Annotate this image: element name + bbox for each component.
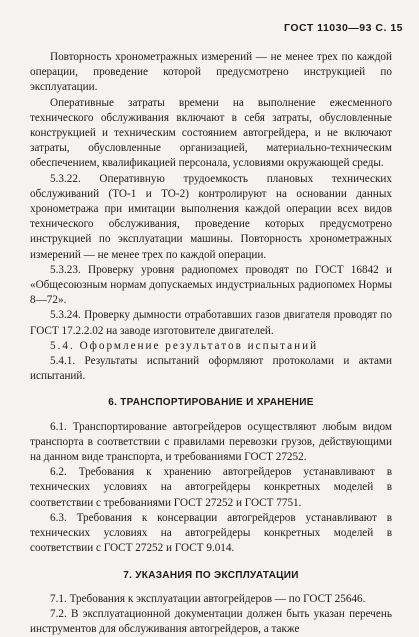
subsection-heading-5-4: 5.4. Оформление результатов испытаний	[50, 339, 319, 352]
paragraph-7-1: 7.1. Требования к эксплуатации автогрейдеров — по ГОСТ 25646.	[50, 592, 366, 605]
paragraph-6-2: 6.2. Требования к хранению автогрейдеров устанавливают в технических условиях на автогрейдеры конкретных моделей в соответствии с требованиями ГОСТ 27252 и ГОСТ 7751.	[30, 466, 392, 509]
section-6-title: 6. ТРАНСПОРТИРОВАНИЕ И ХРАНЕНИЕ	[108, 397, 314, 409]
paragraph: Повторность хронометражных измерений — не менее трех по каждой операции, проведение которой предусмотрено инструкцией по эксплуатации.	[30, 51, 392, 94]
paragraph-6-1: 6.1. Транспортирование автогрейдеров осуществляют любым видом транспорта в соответствии с правилами перевозки грузов, действующими на данном виде транспорта, и требованиями ГОСТ 27252.	[30, 420, 392, 464]
page-header: ГОСТ 11030—93 С. 15	[284, 22, 403, 34]
document-body	[30, 50, 392, 637]
paragraph-7-2: 7.2. В эксплуатационной документации должен быть указан перечень инструментов для обслуживания автогрейдеров, а также	[30, 607, 392, 636]
paragraph: Оперативные затраты времени на выполнение ежесменного технического обслуживания включают в себя затраты, обусловленные конструкцией и техническим состоянием автогрейдера, и не включают затраты, обусловленные организацией, материально-техническим обеспечением, квалификацией персонала, условиями окружающей среды.	[30, 96, 392, 170]
paragraph-5-3-23: 5.3.23. Проверку уровня радиопомех проводят по ГОСТ 16842 и «Общесоюзным нормам допускаемых индустриальных радиопомех Нормы 8—72».	[30, 263, 392, 307]
paragraph-6-3: 6.3. Требования к консервации автогрейдеров устанавливают в технических условиях на автогрейдеры конкретных моделей в соответствии с ГОСТ 27252 и ГОСТ 9.014.	[30, 511, 392, 555]
paragraph-5-3-22: 5.3.22. Оперативную трудоемкость плановых технических обслуживаний (ТО-1 и ТО-2) контролируют на основании данных хронометража при имитации выполнения каждой операции всех видов технического обслуживания, проведение которых предусмотрено инструкцией по эксплуатации машины. Повторность хронометражных измерений — не менее трех по каждой операции.	[30, 172, 392, 261]
section-7-title: 7. УКАЗАНИЯ ПО ЭКСПЛУАТАЦИИ	[123, 569, 299, 581]
paragraph-5-3-24: 5.3.24. Проверку дымности отработавших газов двигателя проводят по ГОСТ 17.2.2.02 на заводе изготовителе двигателей.	[30, 309, 392, 337]
paragraph-5-4-1: 5.4.1. Результаты испытаний оформляют протоколами и актами испытаний.	[30, 355, 392, 383]
